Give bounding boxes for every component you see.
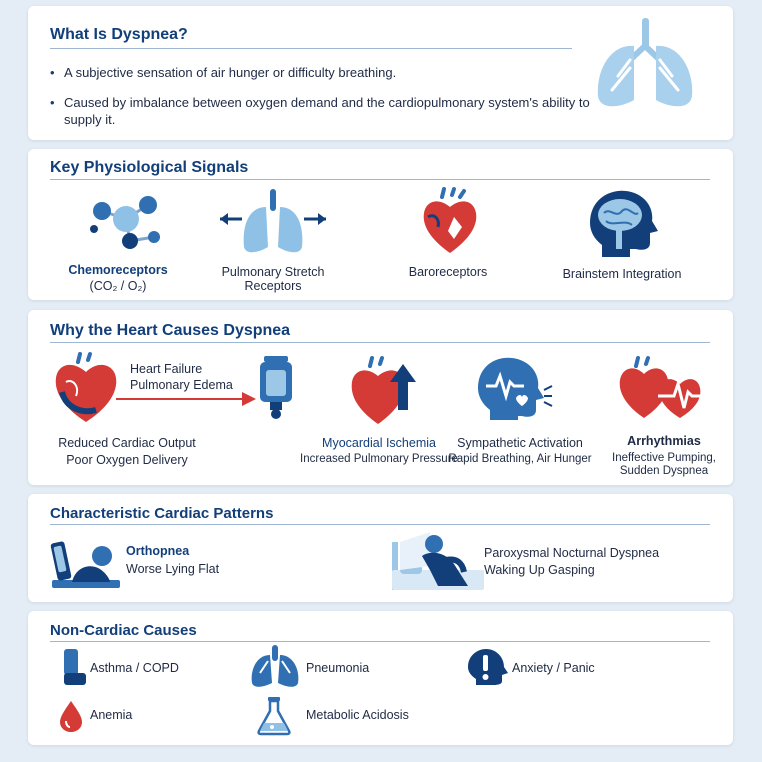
anxiety-panic-label: Anxiety / Panic: [512, 661, 595, 675]
section-divider: [50, 524, 710, 525]
section-divider: [50, 342, 710, 343]
pneumonia-label: Pneumonia: [306, 661, 370, 675]
bullet-text: • A subjective sensation of air hunger or difficulty breathing.: [64, 65, 397, 80]
heart-failure-label: Heart Failure: [130, 362, 203, 376]
increased-pulmonary-pressure-label: Increased Pulmonary Pressure: [300, 453, 458, 465]
what-is-dyspnea-title: What Is Dyspnea?: [50, 26, 188, 43]
heart-icon: [420, 187, 480, 257]
brain-head-icon: [580, 187, 660, 257]
lungs-icon: [590, 16, 700, 116]
non-cardiac-card: [28, 611, 733, 745]
metabolic-acidosis-label: Metabolic Acidosis: [306, 708, 409, 722]
non-cardiac-title: Non-Cardiac Causes: [50, 622, 197, 639]
exclamation-head-icon: [464, 647, 508, 687]
signal-label-chemoreceptors: Chemoreceptors: [68, 263, 168, 277]
lungs-arrows-icon: [218, 187, 328, 257]
blood-drop-icon: [58, 699, 84, 733]
bullet-item: [50, 94, 590, 128]
signal-label-stretch: Pulmonary Stretch: [221, 265, 325, 279]
pulmonary-edema-label: Pulmonary Edema: [130, 378, 233, 392]
waking-up-gasping-label: Waking Up Gasping: [484, 563, 595, 577]
cardiac-patterns-card: [28, 494, 733, 602]
ischemia-heart-icon: [350, 356, 420, 426]
sympathetic-head-icon: [474, 354, 554, 420]
cardiac-patterns-title: Characteristic Cardiac Patterns: [50, 505, 274, 522]
anemia-label: Anemia: [90, 708, 133, 722]
pnd-label: Paroxysmal Nocturnal Dyspnea: [484, 546, 660, 560]
myocardial-ischemia-label: Myocardial Ischemia: [322, 436, 436, 450]
iv-bag-icon: [256, 354, 296, 420]
signal-label-brainstem: Brainstem Integration: [562, 267, 682, 281]
what-is-dyspnea-card: [28, 6, 733, 140]
poor-oxygen-delivery-label: Poor Oxygen Delivery: [66, 453, 188, 467]
rapid-breathing-label: Rapid Breathing, Air Hunger: [448, 453, 592, 465]
arrow-icon: [116, 392, 256, 406]
signal-label-baroreceptors: Baroreceptors: [408, 265, 488, 279]
sympathetic-activation-label: Sympathetic Activation: [457, 436, 583, 450]
signal-sublabel-stretch: Receptors: [244, 279, 302, 293]
arrhythmia-hearts-icon: [618, 356, 710, 422]
molecule-icon: [86, 189, 166, 249]
section-divider: [50, 641, 710, 642]
orthopnea-icon: [50, 536, 122, 592]
worse-lying-flat-label: Worse Lying Flat: [126, 562, 220, 576]
ineffective-pumping-label: Ineffective Pumping,: [612, 452, 716, 464]
bullet-item: [50, 64, 590, 81]
asthma-copd-label: Asthma / COPD: [90, 661, 179, 675]
key-signals-title: Key Physiological Signals: [50, 159, 249, 176]
reduced-cardiac-output-label: Reduced Cardiac Output: [58, 436, 196, 450]
pneumonia-lungs-icon: [248, 645, 302, 689]
section-divider: [50, 48, 572, 49]
section-divider: [50, 179, 710, 180]
inhaler-icon: [58, 647, 88, 687]
heart-failure-heart-icon: [52, 352, 122, 424]
bullet-text: • Caused by imbalance between oxygen demand and the cardiopulmonary system's ability to supply it.: [64, 95, 590, 127]
sudden-dyspnea-label: Sudden Dyspnea: [619, 465, 709, 477]
arrhythmias-label: Arrhythmias: [627, 434, 701, 448]
heart-causes-card: [28, 310, 733, 485]
heart-causes-title: Why the Heart Causes Dyspnea: [50, 322, 291, 339]
key-signals-card: [28, 149, 733, 300]
pnd-sleeper-icon: [390, 530, 486, 592]
flask-icon: [256, 695, 292, 735]
orthopnea-label: Orthopnea: [126, 544, 190, 558]
signal-sublabel-chemoreceptors: (CO₂ / O₂): [89, 279, 147, 293]
